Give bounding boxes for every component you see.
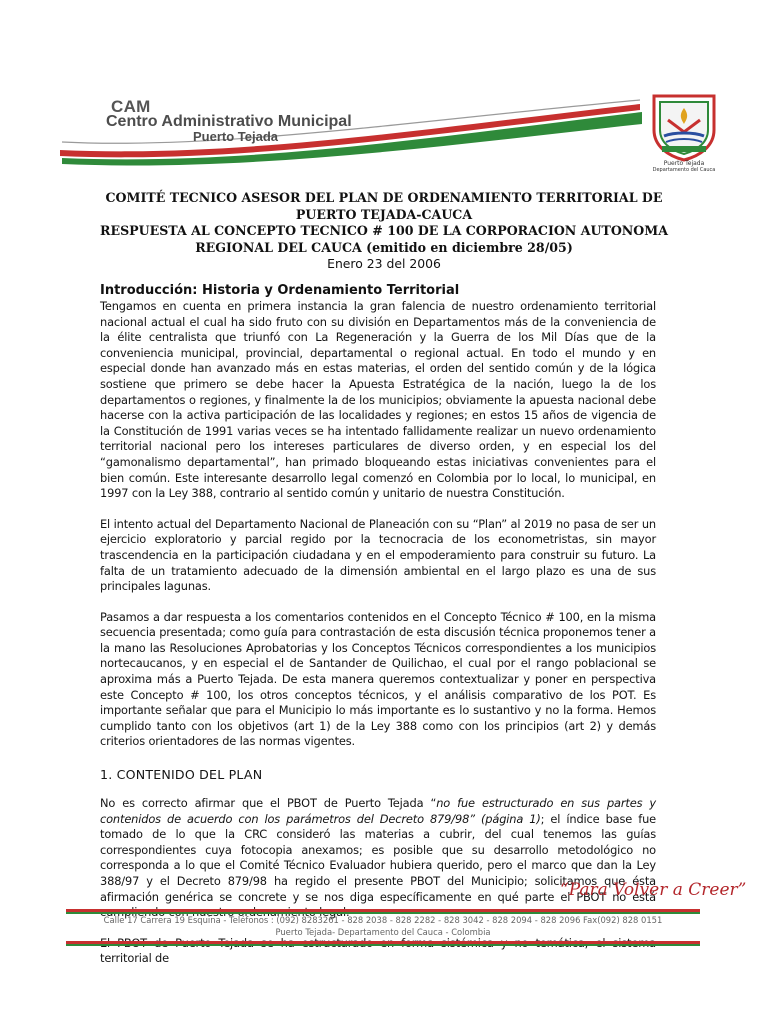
crest-caption-city: Puerto Tejada [663, 160, 705, 167]
title-line-4: REGIONAL DEL CAUCA (emitido en diciembre 28/05) [195, 239, 573, 255]
document-date: Enero 23 del 2006 [327, 256, 441, 271]
title-line-2: PUERTO TEJADA-CAUCA [295, 206, 473, 222]
section-1-paragraph-2: territorial de [100, 951, 169, 966]
org-name: Centro Administrativo Municipal [106, 113, 352, 130]
title-line-1: COMITÉ TECNICO ASESOR DEL PLAN DE ORDENAMIENTO TERRITORIAL DE [105, 190, 663, 205]
section-1-paragraph-1 [100, 796, 656, 921]
org-abbreviation: CAM [111, 97, 151, 116]
section-1-text-a: No es correcto afirmar que el PBOT de Puerto Tejada “ [100, 796, 437, 811]
intro-heading: Introducción: Historia y Ordenamiento Territorial [100, 283, 460, 298]
document-title [100, 190, 668, 273]
municipal-crest-icon [648, 90, 720, 162]
section-1-text-b: ; el índice base fue tomado de lo que la CRC consideró las materias a cubrir, del cual tenemos las guías correspondientes cuya fotocopia anexamos; es posible que su desarrollo metodológico no corresponda a lo que el Comité Técnico Evaluador hubiera querido, pero el marco que dan la Ley 388/97 y el Decreto 879/98 ha regido el presente PBOT del Municipio; solicitamos que ésta afirmación genérica se concrete y se nos diga específicamente en qué parte el PBOT no está [100, 811, 657, 904]
footer-address-line: Calle 17 Carrera 19 Esquina - Teléfonos : (092) 8283261 - 828 2038 - 828 2282 - 828 3042 - 828 2094 - 828 2096 Fax(092) 828 0151 [103, 915, 663, 925]
footer-band-green-bottom [66, 944, 700, 946]
footer-motto: “Para Volver a Creer” [560, 880, 747, 900]
footer-location-line: Puerto Tejada- Departamento del Cauca - Colombia [275, 927, 491, 937]
intro-paragraph-3: Pasamos a dar respuesta a los comentarios contenidos en el Concepto Técnico # 100, en la misma secuencia presentada; como guía para contrastación de esta discusión técnica proponemos tener a la mano las Resoluciones Aprobatorias y los Conceptos Técnicos correspondientes a los municipios nortecaucanos, y en especial el de Santander de Quilichao, el cual por el rango poblacional se aproxima más a Puerto Tejada. De esta manera queremos contextualizar y poner en perspectiva este Concepto # 100, los otros conceptos técnicos, y el análisis comparativo de los POT. Es importante señalar que para el Municipio lo más importante es lo sustantivo y no la forma. Hemos cumplido tanto con los objetivos (art 1) de la Ley 388 como con los principios (art 2) y demás criterios orientadores de las normas vigentes. [100, 609, 656, 749]
org-city: Puerto Tejada [193, 129, 279, 144]
letterhead [0, 0, 768, 180]
section-1-heading: 1. CONTENIDO DEL PLAN [100, 767, 263, 783]
document-body [100, 283, 656, 982]
intro-paragraph-2: El intento actual del Departamento Nacional de Planeación con su “Plan” al 2019 no pasa de ser un ejercicio exploratorio y parcial regido por la tecnocracia de los econometristas, sin mayor trascendencia en la participación ciudadana y en el empoderamiento para construir su futuro. La falta de un tratamiento adecuado de la dimensión ambiental en el largo plazo es una de sus principales lagunas. [100, 516, 656, 594]
crest-caption [644, 160, 724, 173]
title-line-3: RESPUESTA AL CONCEPTO TECNICO # 100 DE LA CORPORACION AUTONOMA [100, 223, 668, 238]
footer-address [66, 914, 700, 938]
intro-paragraph-1: Tengamos en cuenta en primera instancia la gran falencia de nuestro ordenamiento territorial nacional actual el cual ha sido fruto con su división en Departamentos más de la conveniencia de la élite centralista que triunfó con La Regeneración y la Guerra de los Mil Días que de la conveniencia municipal, provincial, departamental o regional actual. En todo el mundo y en especial donde han avanzado más en estas materias, el orden del sentido común y de la lógica sostiene que primero se debe hacer la Apuesta Estratégica de la nación, luego la de los departamentos o regiones, y finalmente la de los municipios; obviamente la apuesta nacional debe hacerse con la activa participación de las localidades y regiones; en estos 15 años de vigencia de la Constitución de 1991 varias veces se ha intentado fallidamente realizar un nuevo ordenamiento territorial nacional pero los intereses particulares de diverso orden, y en especial los del “gamonalismo departamental”, han primado bloqueando estas iniciativas convenientes para el bien común. Este interesante desarrollo legal comenzó en Colombia por lo local, lo municipal, en 1997 con la Ley 388, contrario al sentido común y unitario de nuestra Constitución. [100, 299, 656, 501]
crest-caption-department: Departamento del Cauca [652, 167, 716, 173]
section-1-quote: no fue estructurado en sus partes y contenidos de acuerdo con los parámetros del Decreto 879/98” (página 1) [100, 796, 656, 826]
